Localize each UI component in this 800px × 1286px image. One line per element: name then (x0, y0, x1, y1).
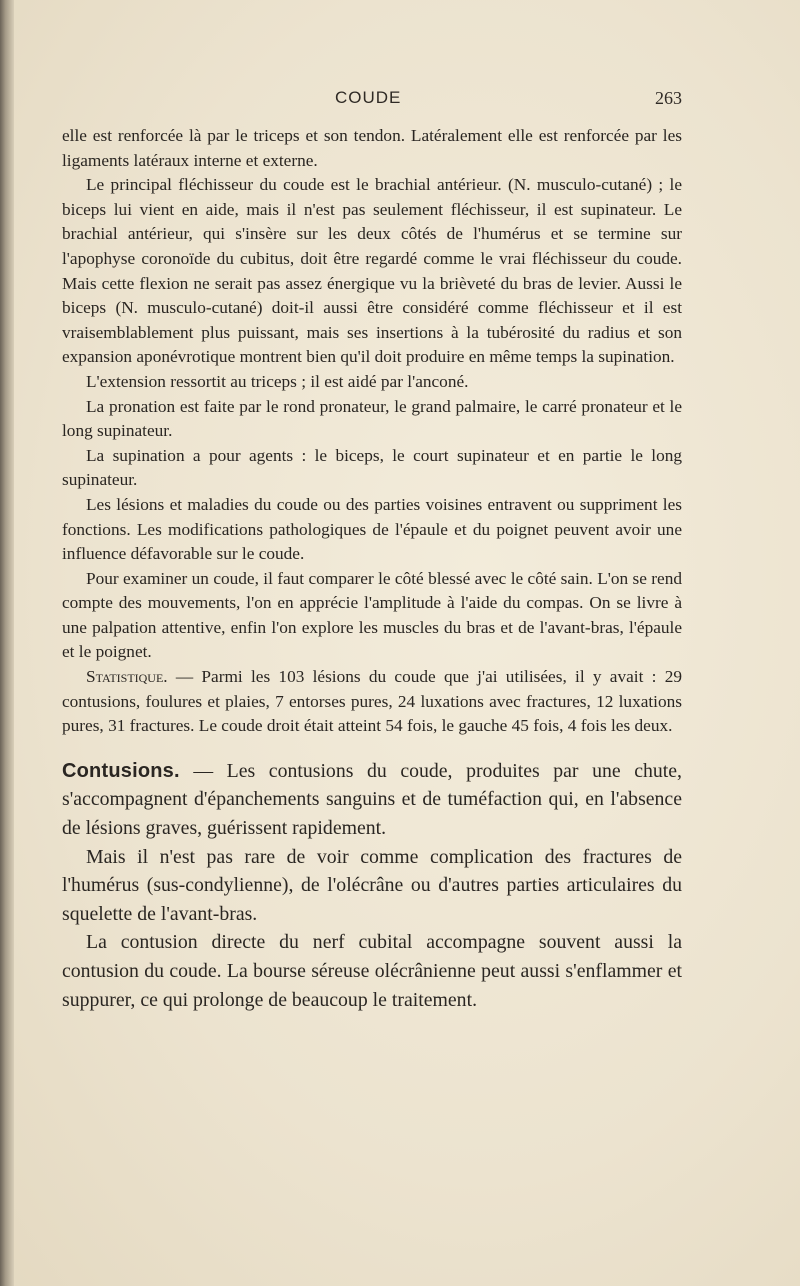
paragraph-extension: L'extension ressortit au triceps ; il est aidé par l'anconé. (86, 371, 469, 391)
statistics-label: Statistique. (86, 667, 168, 687)
page-number: 263 (655, 88, 682, 108)
paragraph-examination: Pour examiner un coude, il faut comparer le côté blessé avec le côté sain. L'on se rend compte des mouvements, l'on en apprécie l'amplitude à l'aide du compas. On se livre à une palpation attentive, enfin l'on explore les muscles du bras et de l'avant-bras, l'épaule et le poignet. (62, 568, 682, 662)
paragraph-supination: La supination a pour agents : le biceps, le court supinateur et en partie le long supinateur. (62, 445, 682, 490)
paragraph-lesions: Les lésions et maladies du coude ou des parties voisines entravent ou suppriment les fonctions. Les modifications pathologiques de l'épaule et du poignet peuvent avoir une influence défavorable sur le coude. (62, 494, 682, 564)
page-body (62, 124, 682, 1014)
page-binding-edge (0, 0, 14, 1286)
running-title: COUDE (335, 88, 402, 107)
contusions-lead-text: — Les contusions du coude, produites par une chute, s'accompagnent d'épanchements sanguins et de tuméfaction qui, en l'absence de lésions graves, guérissent rapidement. (62, 759, 682, 840)
paragraph-pronation: La pronation est faite par le rond pronateur, le grand palmaire, le carré pronateur et le long supinateur. (62, 396, 682, 441)
contusions-section (62, 757, 682, 1014)
paragraph-complications: Mais il n'est pas rare de voir comme complication des fractures de l'humérus (sus-condylienne), de l'olécrâne ou d'autres parties articulaires du squelette de l'avant-bras. (62, 845, 682, 925)
paragraph-contusions-lead (62, 757, 682, 843)
statistics-text: — Parmi les 103 lésions du coude que j'ai utilisées, il y avait : 29 contusions, foulures et plaies, 7 entorses pures, 24 luxations avec fractures, 12 luxations pures, 31 fractures. Le coude droit était atteint 54 fois, le gauche 45 fois, 4 fois les deux. (62, 667, 682, 736)
paragraph-cubital-nerve: La contusion directe du nerf cubital accompagne souvent aussi la contusion du coude. La bourse séreuse olécrânienne peut aussi s'enflammer et suppurer, ce qui prolonge de beaucoup le traitement. (62, 931, 682, 1011)
paragraph-statistics (62, 665, 682, 739)
section-heading-contusions: Contusions. (62, 759, 180, 782)
paragraph-flexors: Le principal fléchisseur du coude est le brachial antérieur. (N. musculo-cutané) ; le biceps lui vient en aide, mais il n'est pas seulement fléchisseur, il est supinateur. Le brachial antérieur, qui s'insère sur les deux côtés de l'humérus et se termine sur l'apophyse coronoïde du cubitus, doit être regardé comme le vrai fléchisseur du coude. Mais cette flexion ne serait pas assez énergique vu la brièveté du bras de levier. Aussi le biceps (N. musculo-cutané) doit-il aussi être considéré comme fléchisseur et il est vraisemblablement plus puissant, mais ses insertions à la tubérosité du radius et son expansion aponévrotique montrent bien qu'il doit produire en même temps la supination. (62, 175, 682, 367)
page-header (62, 88, 682, 112)
paragraph-continuation: elle est renforcée là par le triceps et son tendon. Latéralement elle est renforcée par les ligaments latéraux interne et externe. (62, 126, 682, 170)
